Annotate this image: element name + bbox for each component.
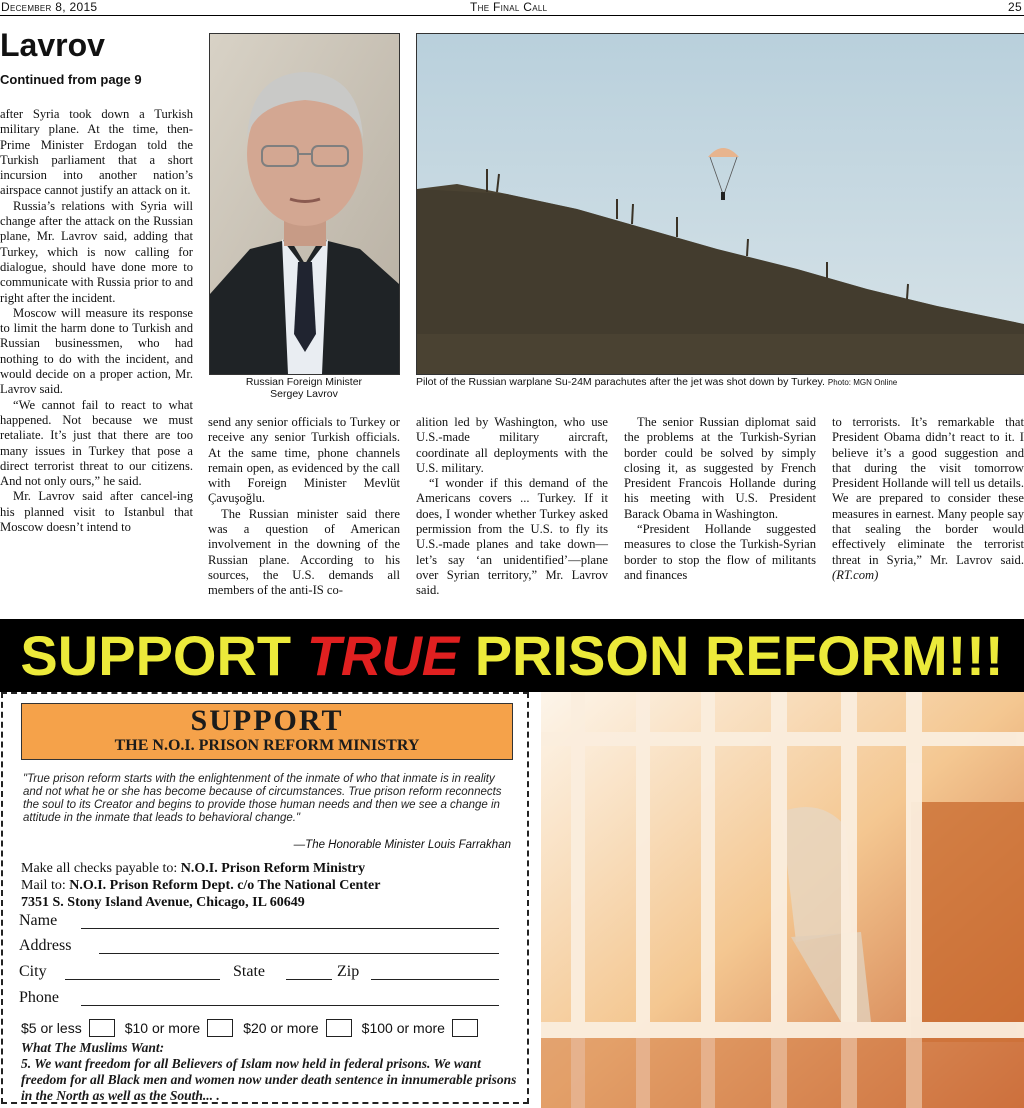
paragraph: The senior Russian diplomat said the problems at the Turkish-Syrian border could be solved by simply closing it, as suggested by French President Francois Hollande during his meeting with U.S. President Barack Obama in Washington. <box>624 415 816 521</box>
paragraph: “I wonder if this demand of the Americans covers ... Turkey. If it does, I wonder whether Turkey asked permission from the U.S. to fly its U.S.-made planes and take down—let’s say ‘an unidentified’—plane over Syrian territory,” Mr. Lavrov said. <box>416 476 608 598</box>
article-source: (RT.com) <box>832 567 879 582</box>
state-field-label: State <box>233 963 265 980</box>
amount-3-checkbox[interactable] <box>326 1019 352 1037</box>
mailing-instructions: Make all checks payable to: N.O.I. Prison Reform Ministry Mail to: N.O.I. Prison Reform Dept. c/o The National Center 7351 S. Stony Island Avenue, Chicago, IL 60649 <box>21 861 381 910</box>
parachute-photo <box>416 33 1024 375</box>
page-number: 25 <box>1008 0 1022 14</box>
phone-field[interactable] <box>81 1005 499 1006</box>
phone-field-label: Phone <box>19 989 59 1006</box>
amount-4-checkbox[interactable] <box>452 1019 478 1037</box>
farrakhan-quote: "True prison reform starts with the enlightenment of the inmate of who that inmate is in reality and not what he or she has become because of circumstances. True prison reform reconnects the soul to its Creator and begins to provide those human needs and then we see a change in attitude in the inmate that leads to behavioral change." <box>23 773 502 824</box>
portrait-caption: Russian Foreign Minister Sergey Lavrov <box>245 376 363 400</box>
donation-amounts: $5 or less $10 or more $20 or more $100 or more <box>21 1019 484 1037</box>
article-column-5 <box>832 415 1024 583</box>
continued-from-label: Continued from page 9 <box>0 72 142 87</box>
zip-field-label: Zip <box>337 963 360 980</box>
city-field-label: City <box>19 963 47 980</box>
amount-1-checkbox[interactable] <box>89 1019 115 1037</box>
lavrov-portrait-photo <box>209 33 400 375</box>
issue-date: December 8, 2015 <box>1 0 98 14</box>
article-column-2 <box>208 415 400 599</box>
name-field-label: Name <box>19 912 58 929</box>
article-column-1 <box>0 107 193 535</box>
coupon-title: SUPPORT THE N.O.I. PRISON REFORM MINISTRY <box>21 703 513 760</box>
quote-attribution: —The Honorable Minister Louis Farrakhan <box>293 839 511 851</box>
paragraph: send any senior officials to Turkey or receive any senior Turkish officials. At the same time, phone channels remain open, as evidenced by the call with Foreign Minister Mevlüt Çavuşoğlu. <box>208 415 400 506</box>
address-field-label: Address <box>19 937 72 954</box>
amount-2-checkbox[interactable] <box>207 1019 233 1037</box>
photo-credit: Photo: MGN Online <box>827 378 898 387</box>
publication-name: The Final Call <box>470 0 548 14</box>
article-column-3 <box>416 415 608 599</box>
prison-cell-photo <box>541 692 1024 1108</box>
paragraph: Mr. Lavrov said after cancel-ing his planned visit to Istanbul that Moscow doesn’t intend to <box>0 489 193 535</box>
paragraph: Moscow will measure its response to limit the harm done to Turkish and Russian businessmen, who had nothing to do with the incident, and would decide on a proper action, Mr. Lavrov said. <box>0 305 193 397</box>
city-field[interactable] <box>65 979 220 980</box>
paragraph: “President Hollande suggested measures to close the Turkish-Syrian border to stop the flow of militants and finances <box>624 522 816 582</box>
paragraph: after Syria took down a Turkish military plane. At the time, then-Prime Minister Erdogan told the Turkish parliament that a short incursion into another nation’s airspace cannot justify an attack on it. <box>0 107 193 198</box>
paragraph: to terrorists. It’s remarkable that President Obama didn’t react to it. I believe it’s a good suggestion and that during the visit tomorrow President Hollande will tell us details. We are prepared to consider these measures in earnest. Many people say that sealing the border would effectively eliminate the terrorist threat in Syria,” Mr. Lavrov said. (RT.com) <box>832 415 1024 582</box>
state-field[interactable] <box>286 979 332 980</box>
name-field[interactable] <box>81 928 499 929</box>
article-column-4 <box>624 415 816 583</box>
ad-banner: SUPPORT TRUE PRISON REFORM!!! <box>0 619 1024 692</box>
address-field[interactable] <box>99 953 499 954</box>
paragraph: The Russian minister said there was a question of American involvement in the downing of the Russian plane. According to his sources, the U.S. demands all members of the anti-IS co- <box>208 506 400 598</box>
paragraph: “We cannot fail to react to what happened. Not because we must retaliate. It’s just that there are too many issues in Turkey that pose a direct terrorist threat to our citizens. And not only ours,” he said. <box>0 397 193 489</box>
donation-coupon <box>1 692 529 1104</box>
paragraph: Russia’s relations with Syria will change after the attack on the Russian plane, Mr. Lavrov said, adding that Turkey, which is now calling for dialogue, should have done more to communicate with Russia prior to and right after the incident. <box>0 198 193 305</box>
muslim-program-excerpt: What The Muslims Want: 5. We want freedom for all Believers of Islam now held in federal prisons. We want freedom for all Black men and women now under death sentence in innumerable prisons in the North as well as the South... . <box>21 1040 517 1103</box>
paragraph: alition led by Washington, who use U.S.-made military aircraft, coordinate all deployments with the U.S. military. <box>416 415 608 475</box>
article-headline: Lavrov <box>0 27 105 63</box>
running-header <box>0 0 1024 16</box>
zip-field[interactable] <box>371 979 499 980</box>
parachute-photo-caption: Pilot of the Russian warplane Su-24M parachutes after the jet was shot down by Turkey. Photo: MGN Online <box>416 376 898 388</box>
